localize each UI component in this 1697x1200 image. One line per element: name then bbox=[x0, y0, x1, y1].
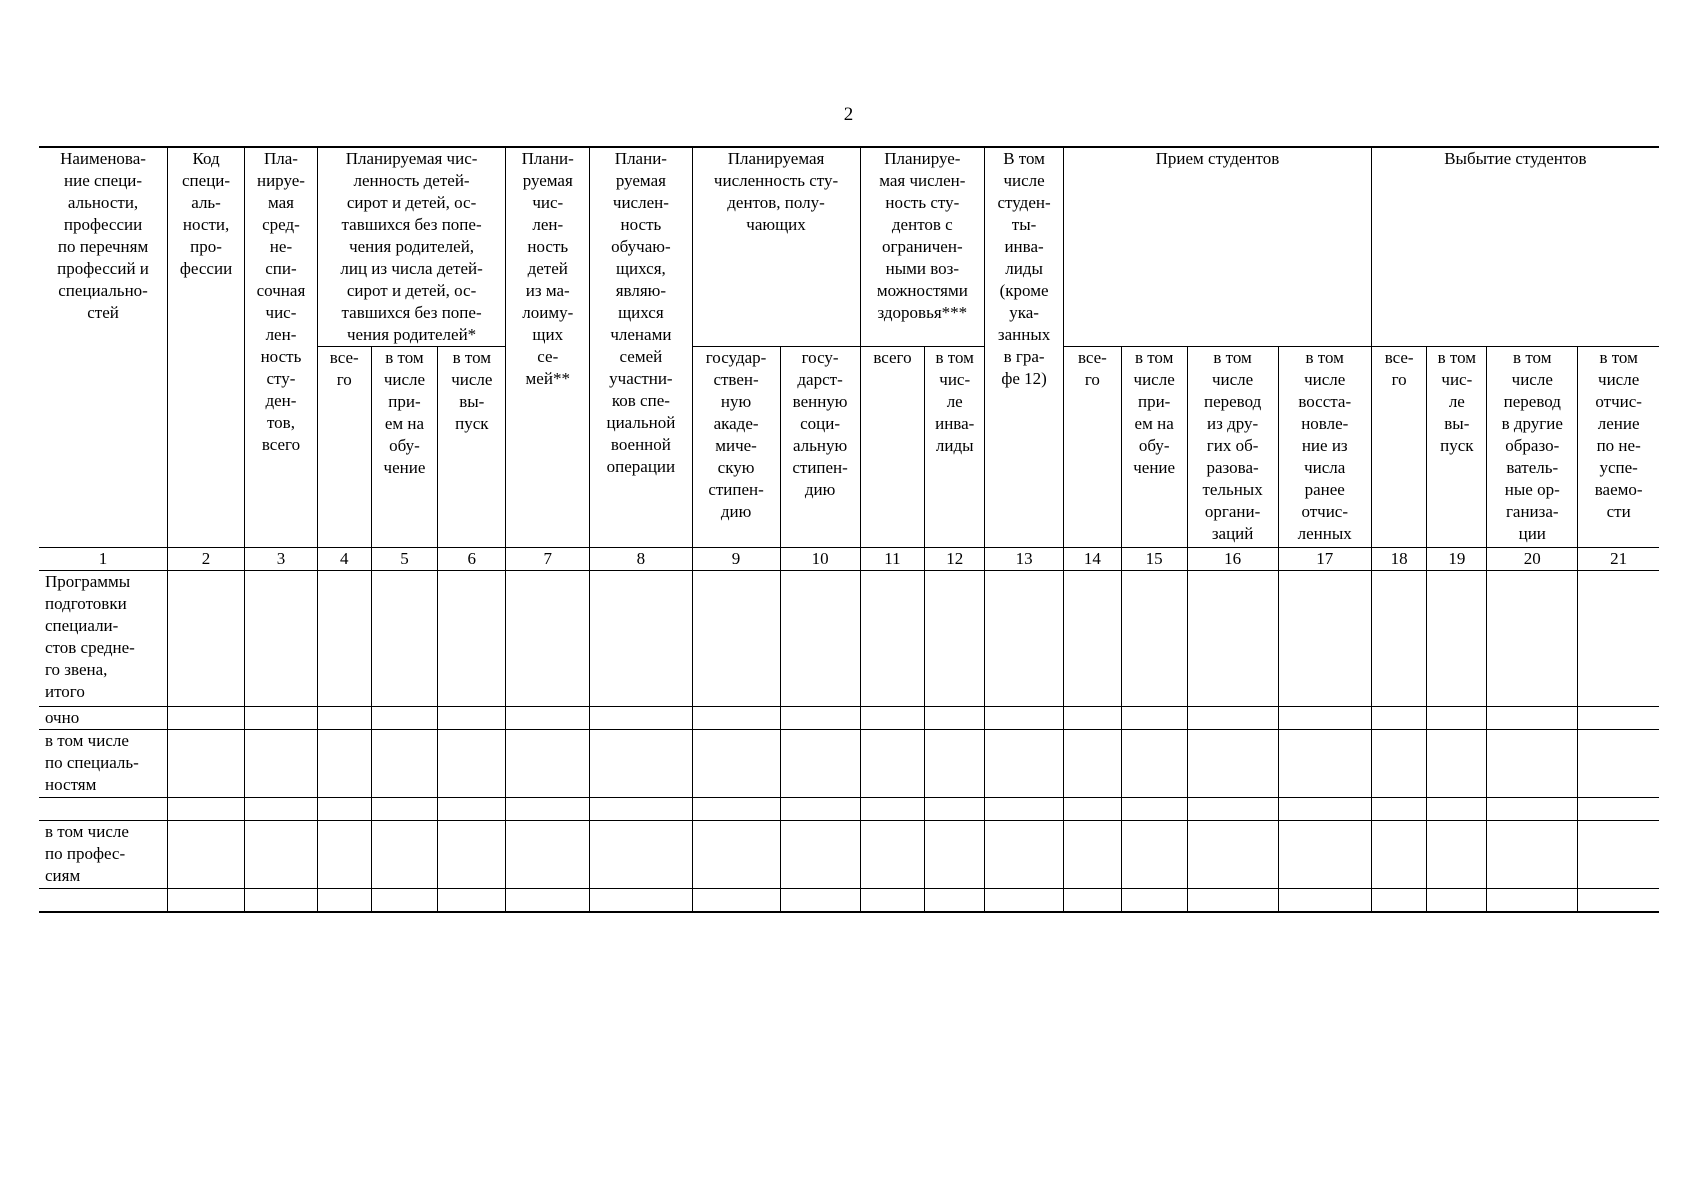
table-cell bbox=[590, 707, 692, 730]
column-number: 10 bbox=[780, 548, 860, 571]
table-cell bbox=[317, 821, 371, 889]
table-cell bbox=[168, 707, 245, 730]
table-cell bbox=[780, 571, 860, 707]
table-cell bbox=[1187, 707, 1278, 730]
table-cell bbox=[925, 707, 985, 730]
table-row-by-profession bbox=[39, 821, 1659, 889]
table-cell bbox=[245, 821, 318, 889]
table-cell bbox=[168, 889, 245, 912]
table-cell bbox=[1278, 571, 1371, 707]
table-cell bbox=[438, 707, 506, 730]
table-cell bbox=[590, 821, 692, 889]
header-svo-families: Плани- руемая числен- ность обучаю- щихся, являю- щихся членами семей участни- ков спе- циальной военной операции bbox=[590, 147, 692, 548]
table-cell bbox=[925, 798, 985, 821]
table-cell bbox=[1371, 730, 1427, 798]
table-cell bbox=[1578, 707, 1659, 730]
table-cell bbox=[860, 571, 925, 707]
table-cell bbox=[985, 889, 1064, 912]
row-label-by-specialty: в том числе по специаль- ностям bbox=[39, 730, 168, 798]
header-average-headcount: Пла- нируе- мая сред- не- спи- сочная чис- лен- ность сту- ден- тов, всего bbox=[245, 147, 318, 548]
table-cell bbox=[317, 730, 371, 798]
header-admission-total: все- го bbox=[1064, 347, 1122, 548]
table-cell bbox=[1487, 821, 1578, 889]
table-cell bbox=[371, 571, 438, 707]
table-cell bbox=[925, 730, 985, 798]
header-academic-stipend: государ- ствен- ную акаде- миче- скую стипен- дию bbox=[692, 347, 780, 548]
table-cell bbox=[1371, 571, 1427, 707]
header-specialty-name: Наименова- ние специ- альности, профессии по перечням профессий и специально- стей bbox=[39, 147, 168, 548]
table-cell bbox=[985, 707, 1064, 730]
header-departure-transfer-out: в том числе перевод в другие образо- ватель- ные ор- ганиза- ции bbox=[1487, 347, 1578, 548]
table-cell bbox=[1487, 798, 1578, 821]
table-cell bbox=[590, 571, 692, 707]
table-cell bbox=[1371, 798, 1427, 821]
table-cell bbox=[985, 571, 1064, 707]
table-cell bbox=[438, 730, 506, 798]
table-cell bbox=[692, 707, 780, 730]
column-number: 21 bbox=[1578, 548, 1659, 571]
table-cell bbox=[1278, 707, 1371, 730]
table-cell bbox=[1487, 707, 1578, 730]
header-orphans-admission: в том числе при- ем на обу- чение bbox=[371, 347, 438, 548]
table-cell bbox=[506, 730, 590, 798]
column-number: 8 bbox=[590, 548, 692, 571]
table-cell bbox=[860, 730, 925, 798]
table-cell bbox=[1278, 821, 1371, 889]
table-cell bbox=[925, 821, 985, 889]
column-number: 2 bbox=[168, 548, 245, 571]
table-cell bbox=[371, 889, 438, 912]
table-cell bbox=[1187, 571, 1278, 707]
table-cell bbox=[317, 707, 371, 730]
column-number: 6 bbox=[438, 548, 506, 571]
table-cell bbox=[168, 821, 245, 889]
table-cell bbox=[317, 571, 371, 707]
table-cell bbox=[1187, 730, 1278, 798]
header-orphans-total: все- го bbox=[317, 347, 371, 548]
table-cell bbox=[1371, 707, 1427, 730]
header-admission-reinstatement: в том числе восста- новле- ние из числа ранее отчис- ленных bbox=[1278, 347, 1371, 548]
header-departure-graduation: в том чис- ле вы- пуск bbox=[1427, 347, 1487, 548]
table-cell bbox=[1121, 889, 1187, 912]
table-cell bbox=[590, 798, 692, 821]
table-cell bbox=[1121, 707, 1187, 730]
table-cell bbox=[1578, 571, 1659, 707]
column-number: 4 bbox=[317, 548, 371, 571]
row-label-blank bbox=[39, 798, 168, 821]
table-cell bbox=[780, 707, 860, 730]
header-departure-group: Выбытие студентов bbox=[1371, 147, 1659, 347]
table-cell bbox=[1427, 707, 1487, 730]
table-cell bbox=[245, 730, 318, 798]
table-cell bbox=[780, 730, 860, 798]
table-cell bbox=[1278, 730, 1371, 798]
table-cell bbox=[1427, 821, 1487, 889]
table-row-blank bbox=[39, 889, 1659, 912]
table-cell bbox=[925, 889, 985, 912]
table-cell bbox=[590, 730, 692, 798]
table-row-by-specialty bbox=[39, 730, 1659, 798]
table-cell bbox=[1187, 798, 1278, 821]
table-cell bbox=[168, 730, 245, 798]
table-cell bbox=[506, 798, 590, 821]
table-cell bbox=[1064, 730, 1122, 798]
table-cell bbox=[1427, 798, 1487, 821]
table-cell bbox=[780, 889, 860, 912]
table-cell bbox=[985, 730, 1064, 798]
column-number: 20 bbox=[1487, 548, 1578, 571]
table-cell bbox=[985, 798, 1064, 821]
table-cell bbox=[985, 821, 1064, 889]
table-cell bbox=[1187, 889, 1278, 912]
header-disabled-students: В том числе студен- ты- инва- лиды (кроме ука- занных в гра- фе 12) bbox=[985, 147, 1064, 548]
column-number: 1 bbox=[39, 548, 168, 571]
table-cell bbox=[1578, 821, 1659, 889]
row-label-total: Программы подготовки специали- стов средне- го звена, итого bbox=[39, 571, 168, 707]
table-cell bbox=[1487, 889, 1578, 912]
header-orphans-graduation: в том числе вы- пуск bbox=[438, 347, 506, 548]
table-row-full-time bbox=[39, 707, 1659, 730]
table-cell bbox=[1427, 889, 1487, 912]
column-number: 7 bbox=[506, 548, 590, 571]
header-low-income-families: Плани- руемая чис- лен- ность детей из ма- лоиму- щих се- мей** bbox=[506, 147, 590, 548]
table-cell bbox=[692, 821, 780, 889]
column-number: 12 bbox=[925, 548, 985, 571]
table-cell bbox=[245, 798, 318, 821]
table-cell bbox=[692, 730, 780, 798]
table-cell bbox=[506, 821, 590, 889]
table-cell bbox=[438, 571, 506, 707]
table-cell bbox=[1427, 730, 1487, 798]
table-cell bbox=[438, 821, 506, 889]
table-cell bbox=[1064, 571, 1122, 707]
header-admission-transfer-in: в том числе перевод из дру- гих об- разова- тельных органи- заций bbox=[1187, 347, 1278, 548]
header-disability-group: Планируе- мая числен- ность сту- дентов с ограничен- ными воз- можностями здоровья*** bbox=[860, 147, 985, 347]
header-disability-total: всего bbox=[860, 347, 925, 548]
table-cell bbox=[692, 889, 780, 912]
table-cell bbox=[371, 798, 438, 821]
column-number: 14 bbox=[1064, 548, 1122, 571]
column-number-row bbox=[39, 548, 1659, 571]
table-cell bbox=[1278, 798, 1371, 821]
header-disability-invalids: в том чис- ле инва- лиды bbox=[925, 347, 985, 548]
table-cell bbox=[245, 571, 318, 707]
table-cell bbox=[438, 889, 506, 912]
table-cell bbox=[1121, 798, 1187, 821]
table-cell bbox=[1487, 730, 1578, 798]
table-row-total bbox=[39, 571, 1659, 707]
table-cell bbox=[780, 798, 860, 821]
table-cell bbox=[245, 889, 318, 912]
table-cell bbox=[1578, 730, 1659, 798]
column-number: 3 bbox=[245, 548, 318, 571]
column-number: 5 bbox=[371, 548, 438, 571]
table-cell bbox=[1121, 571, 1187, 707]
table-cell bbox=[317, 798, 371, 821]
header-departure-expulsion: в том числе отчис- ление по не- успе- ваемо- сти bbox=[1578, 347, 1659, 548]
table-cell bbox=[1064, 821, 1122, 889]
table-cell bbox=[506, 707, 590, 730]
table-cell bbox=[860, 798, 925, 821]
table-row-blank bbox=[39, 798, 1659, 821]
table-cell bbox=[168, 571, 245, 707]
table-cell bbox=[371, 821, 438, 889]
page-number: 2 bbox=[843, 104, 854, 125]
column-number: 19 bbox=[1427, 548, 1487, 571]
table-cell bbox=[1064, 798, 1122, 821]
table-cell bbox=[1487, 571, 1578, 707]
table-cell bbox=[590, 889, 692, 912]
row-label-full-time: очно bbox=[39, 707, 168, 730]
table-cell bbox=[1578, 798, 1659, 821]
column-number: 11 bbox=[860, 548, 925, 571]
table-cell bbox=[1278, 889, 1371, 912]
header-departure-total: все- го bbox=[1371, 347, 1427, 548]
table-cell bbox=[1427, 571, 1487, 707]
header-admission-enrollment: в том числе при- ем на обу- чение bbox=[1121, 347, 1187, 548]
table-cell bbox=[371, 707, 438, 730]
table-cell bbox=[438, 798, 506, 821]
header-admission-group: Прием студентов bbox=[1064, 147, 1372, 347]
table-cell bbox=[1121, 730, 1187, 798]
table-cell bbox=[692, 798, 780, 821]
table-cell bbox=[168, 798, 245, 821]
table-cell bbox=[371, 730, 438, 798]
table-cell bbox=[1578, 889, 1659, 912]
table-cell bbox=[925, 571, 985, 707]
table-cell bbox=[245, 707, 318, 730]
table-cell bbox=[1371, 889, 1427, 912]
table-cell bbox=[780, 821, 860, 889]
table-cell bbox=[1371, 821, 1427, 889]
column-number: 16 bbox=[1187, 548, 1278, 571]
header-stipend-group: Планируемая численность сту- дентов, полу- чающих bbox=[692, 147, 860, 347]
row-label-by-profession: в том числе по профес- сиям bbox=[39, 821, 168, 889]
table-cell bbox=[1064, 889, 1122, 912]
row-label-blank bbox=[39, 889, 168, 912]
table-cell bbox=[317, 889, 371, 912]
table-cell bbox=[860, 821, 925, 889]
column-number: 13 bbox=[985, 548, 1064, 571]
header-specialty-code: Код специ- аль- ности, про- фессии bbox=[168, 147, 245, 548]
table-cell bbox=[506, 889, 590, 912]
table-cell bbox=[1187, 821, 1278, 889]
table-cell bbox=[1064, 707, 1122, 730]
planning-table bbox=[39, 146, 1659, 913]
header-social-stipend: госу- дарст- венную соци- альную стипен- дию bbox=[780, 347, 860, 548]
table-cell bbox=[1121, 821, 1187, 889]
column-number: 9 bbox=[692, 548, 780, 571]
header-orphans-group: Планируемая чис- ленность детей- сирот и детей, ос- тавшихся без попе- чения родителей, лиц из числа детей- сирот и детей, ос- тавшихся без попе- чения родителей* bbox=[317, 147, 505, 347]
column-number: 18 bbox=[1371, 548, 1427, 571]
table-cell bbox=[506, 571, 590, 707]
column-number: 17 bbox=[1278, 548, 1371, 571]
table-cell bbox=[692, 571, 780, 707]
column-number: 15 bbox=[1121, 548, 1187, 571]
table-cell bbox=[860, 707, 925, 730]
table-cell bbox=[860, 889, 925, 912]
